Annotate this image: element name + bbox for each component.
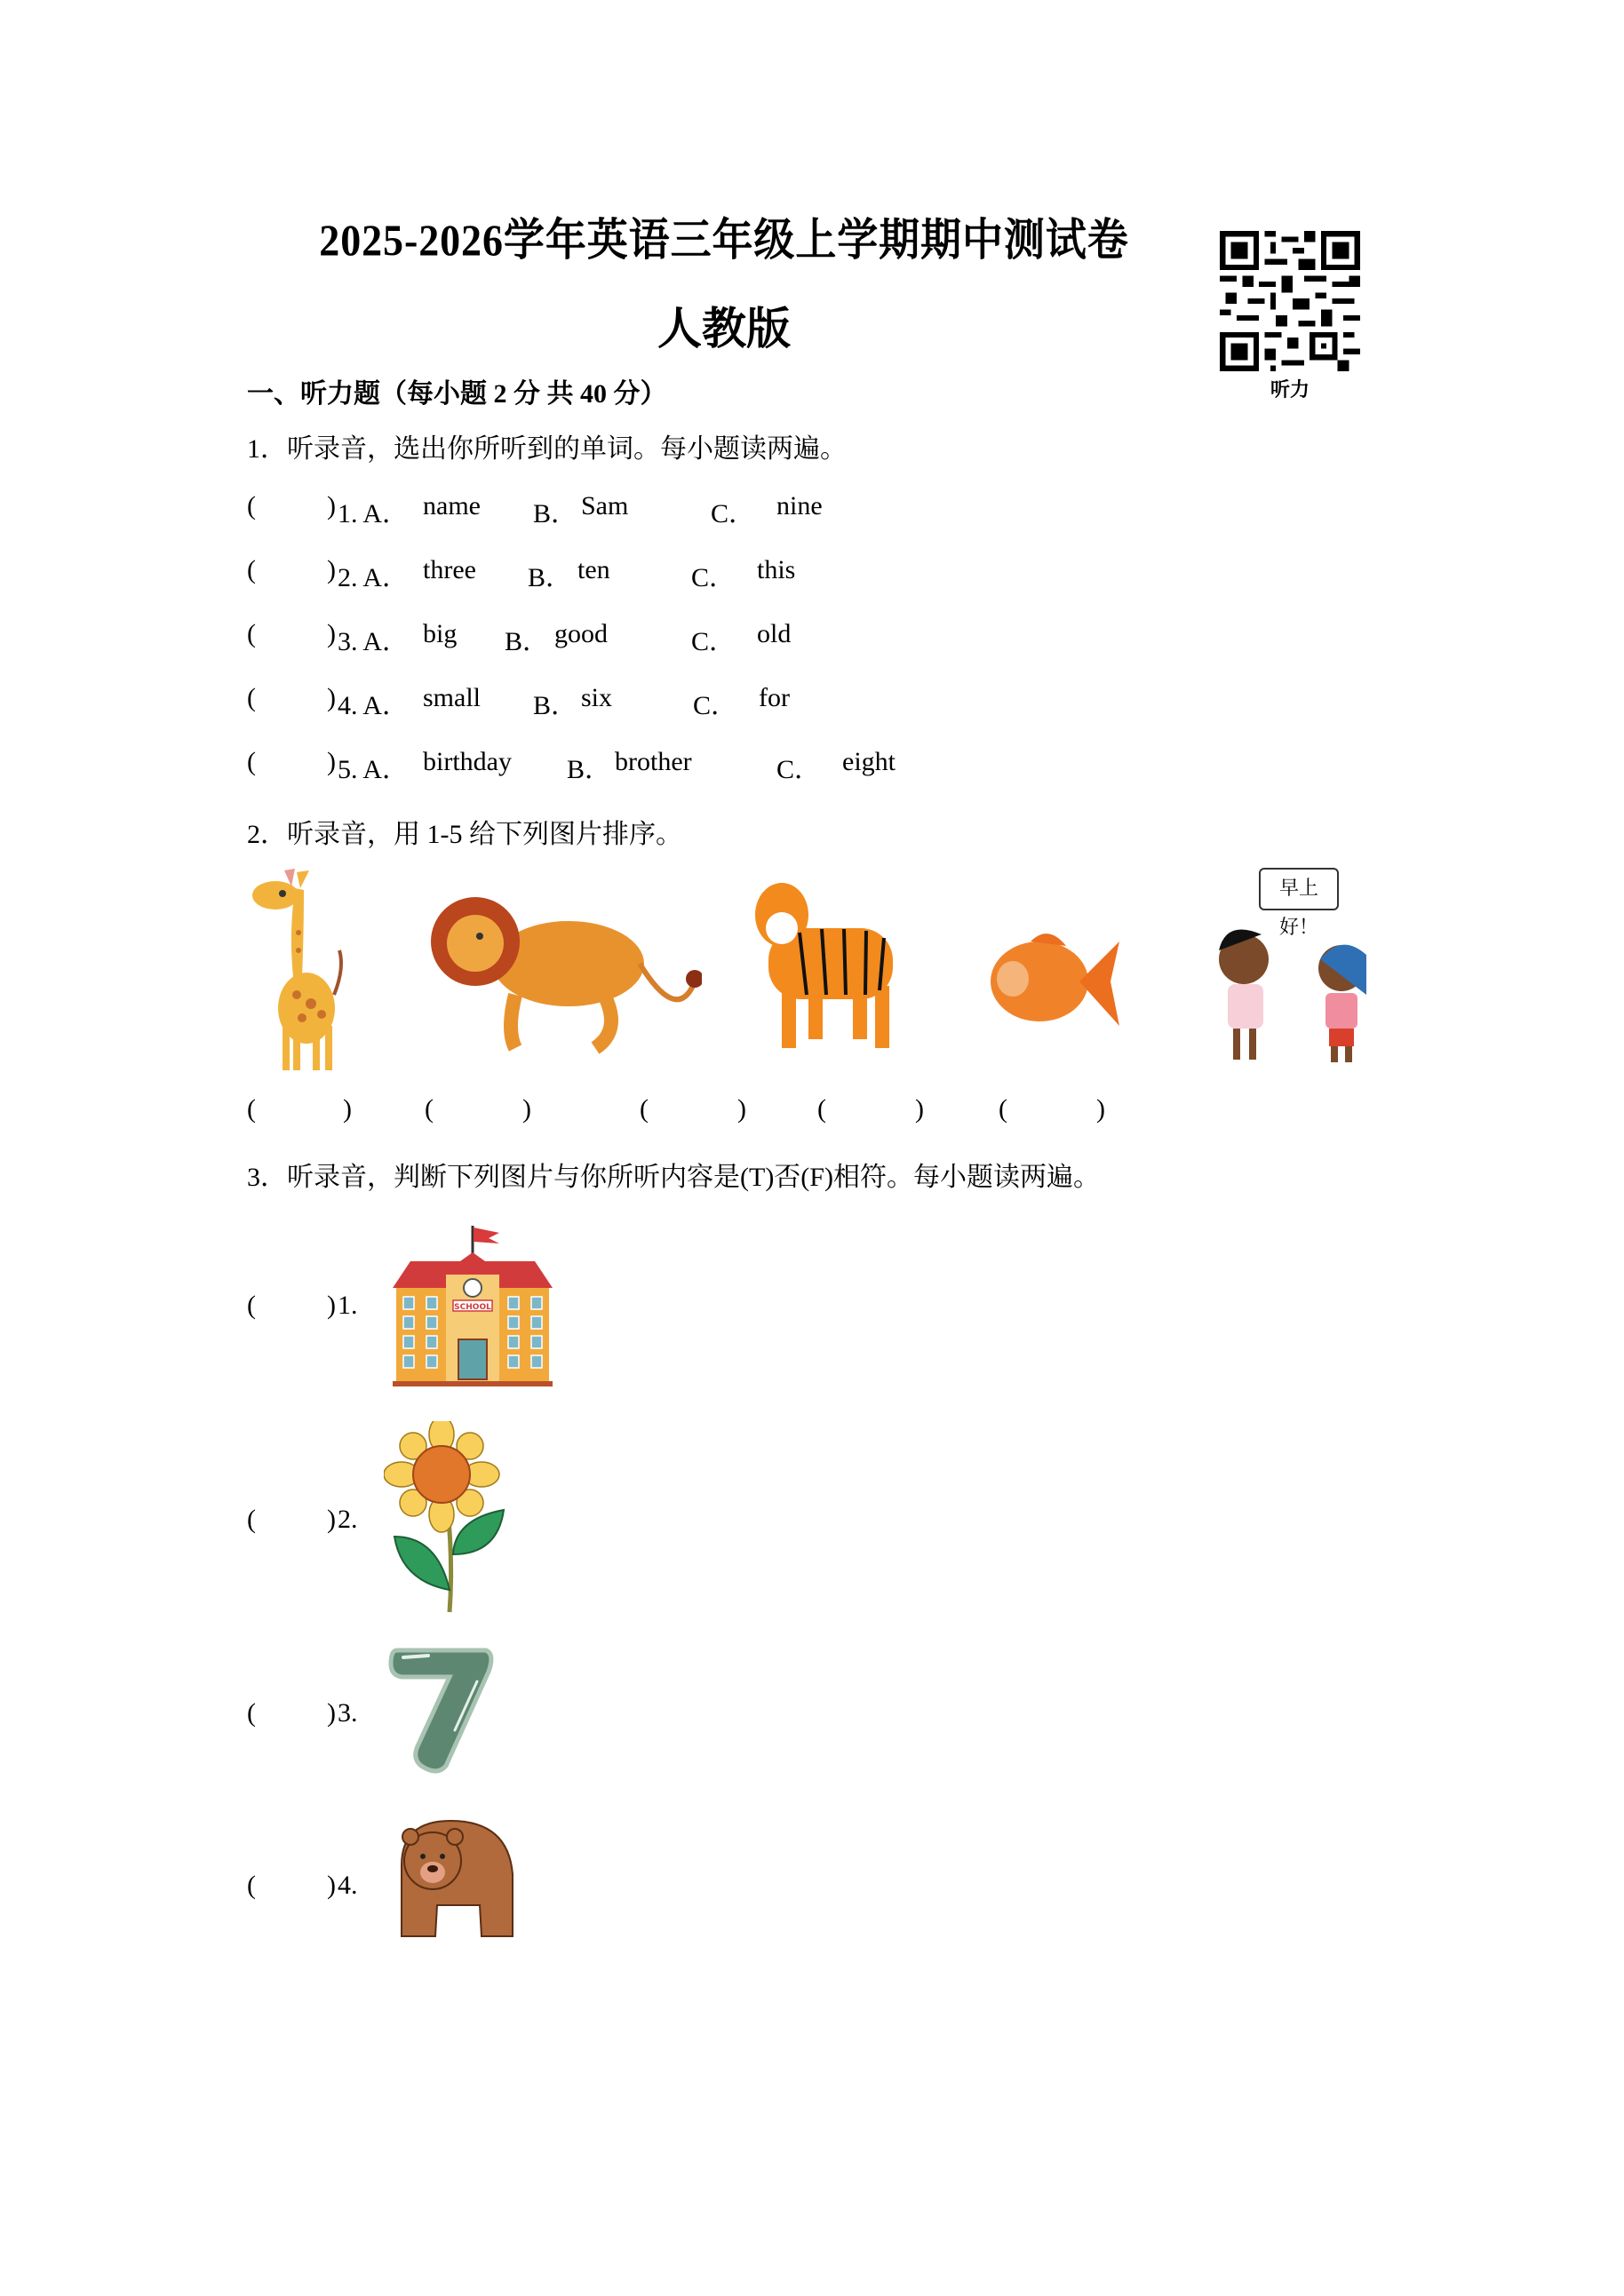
option-c-label: C． — [691, 627, 736, 656]
option-b-label: B． — [533, 691, 578, 720]
answer-blank-open[interactable]: ( — [247, 1698, 256, 1728]
option-c-label: C． — [711, 499, 756, 528]
option-b-label: B． — [505, 627, 550, 656]
page-title: 2025-2026学年英语三年级上学期期中测试卷 — [319, 215, 1129, 265]
school-picture — [384, 1226, 561, 1399]
option-b: ten — [577, 555, 610, 584]
answer-blank-close: ) — [1096, 1094, 1105, 1124]
answer-blank-close: ) — [327, 1871, 336, 1900]
item-number: 1. A． — [338, 499, 410, 528]
option-b-label: B． — [533, 499, 578, 528]
option-c: for — [759, 683, 790, 712]
answer-blank-open[interactable]: ( — [247, 747, 256, 776]
answer-blank-open[interactable]: ( — [247, 1291, 256, 1320]
answer-blank-close: ) — [327, 1291, 336, 1320]
option-c-label: C． — [691, 563, 736, 592]
answer-blank-open[interactable]: ( — [247, 683, 256, 712]
bear-picture — [384, 1812, 517, 1950]
qr-label: 听力 — [1270, 378, 1310, 401]
answer-blank-close: ) — [327, 747, 336, 776]
item-number: 3. A． — [338, 627, 410, 656]
item-number: 2. — [338, 1505, 358, 1534]
question-1-instruction: 1．听录音，选出你所听到的单词。每小题读两遍。 — [247, 434, 847, 464]
question-1-item — [247, 683, 1224, 719]
item-number: 1. — [338, 1291, 358, 1320]
option-b-label: B． — [528, 563, 573, 592]
answer-blank-close: ) — [327, 1505, 336, 1534]
answer-blank-open[interactable]: ( — [817, 1094, 826, 1124]
answer-blank-close: ) — [737, 1094, 746, 1124]
item-number: 4. A． — [338, 691, 410, 720]
qr-code-icon[interactable] — [1220, 231, 1360, 371]
sunflower-picture — [384, 1421, 508, 1621]
item-number: 3. — [338, 1698, 358, 1728]
option-b: good — [554, 619, 608, 648]
number-seven-picture — [384, 1641, 499, 1779]
page-subtitle: 人教版 — [657, 304, 791, 354]
answer-blank-open[interactable]: ( — [247, 555, 256, 584]
answer-blank-open[interactable]: ( — [247, 491, 256, 520]
question-1-item — [247, 619, 1224, 655]
item-number: 5. A． — [338, 755, 410, 784]
option-b: Sam — [581, 491, 629, 520]
question-2-blanks — [247, 1094, 1135, 1130]
answer-blank-open[interactable]: ( — [640, 1094, 649, 1124]
question-1-item — [247, 491, 1224, 527]
answer-blank-open[interactable]: ( — [247, 619, 256, 648]
school-sign: SCHOOL — [454, 1303, 491, 1312]
answer-blank-close: ) — [343, 1094, 352, 1124]
option-c-label: C． — [776, 755, 822, 784]
option-b: brother — [615, 747, 692, 776]
goldfish-picture — [986, 924, 1128, 1044]
section-heading: 一、听力题（每小题 2 分 共 40 分） — [247, 379, 667, 409]
option-b: six — [581, 683, 613, 712]
option-c-label: C． — [693, 691, 738, 720]
answer-blank-close: ) — [327, 555, 336, 584]
option-b-label: B． — [567, 755, 612, 784]
answer-blank-close: ) — [327, 1698, 336, 1728]
answer-blank-open[interactable]: ( — [425, 1094, 434, 1124]
answer-blank-close: ) — [522, 1094, 531, 1124]
answer-blank-open[interactable]: ( — [247, 1505, 256, 1534]
item-number: 2. A． — [338, 563, 410, 592]
option-c: eight — [842, 747, 896, 776]
answer-blank-open[interactable]: ( — [247, 1871, 256, 1900]
lion-picture — [426, 879, 702, 1061]
answer-blank-open[interactable]: ( — [999, 1094, 1007, 1124]
option-c: nine — [776, 491, 823, 520]
answer-blank-close: ) — [327, 619, 336, 648]
option-a: three — [423, 555, 476, 584]
item-number: 4. — [338, 1871, 358, 1900]
question-2-instruction: 2．听录音，用 1-5 给下列图片排序。 — [247, 820, 682, 849]
answer-blank-open[interactable]: ( — [247, 1094, 256, 1124]
answer-blank-close: ) — [915, 1094, 924, 1124]
speech-bubble: 早上好！ — [1259, 868, 1339, 910]
answer-blank-close: ) — [327, 683, 336, 712]
question-1-item — [247, 555, 1224, 591]
option-c: this — [757, 555, 796, 584]
option-c: old — [757, 619, 792, 648]
giraffe-picture — [240, 862, 355, 1079]
option-a: name — [423, 491, 481, 520]
option-a: small — [423, 683, 481, 712]
question-1-item — [247, 747, 1224, 783]
tiger-picture — [746, 879, 906, 1061]
option-a: big — [423, 619, 458, 648]
option-a: birthday — [423, 747, 512, 776]
answer-blank-close: ) — [327, 491, 336, 520]
question-3-instruction: 3．听录音，判断下列图片与你所听内容是(T)否(F)相符。每小题读两遍。 — [247, 1163, 1100, 1192]
